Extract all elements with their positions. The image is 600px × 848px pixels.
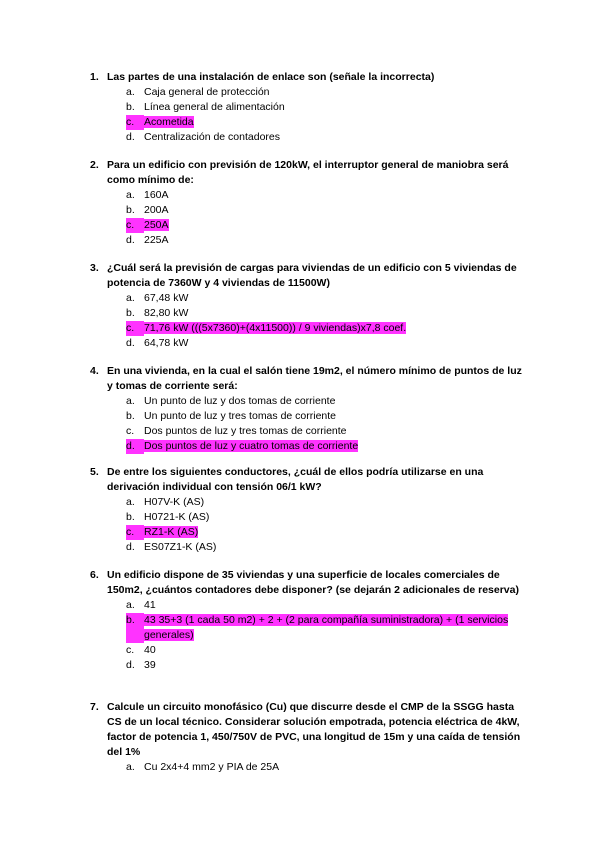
question-text: Un edificio dispone de 35 viviendas y una superficie de locales comerciales de 150m2, ¿cuántos contadores debe disponer? (se dejarán 2 adicionales de reserva)	[107, 569, 519, 596]
option-text: H0721-K (AS)	[144, 511, 210, 523]
question-header	[90, 70, 530, 85]
question-4	[90, 364, 530, 454]
question-header	[90, 700, 530, 760]
question-1	[90, 70, 530, 145]
option-text: Un punto de luz y tres tomas de corriente	[144, 410, 337, 422]
option-text: ES07Z1-K (AS)	[144, 541, 217, 553]
option-text: 39	[144, 659, 156, 671]
options-list	[90, 188, 530, 248]
option-a	[126, 394, 530, 409]
option-c	[126, 643, 530, 658]
option-letter: b.	[126, 511, 135, 523]
option-letter: b.	[126, 204, 135, 216]
option-d	[126, 540, 530, 555]
option-letter: a.	[126, 761, 135, 773]
question-header	[90, 261, 530, 291]
option-text: 225A	[144, 234, 169, 246]
option-b	[126, 306, 530, 321]
question-text: De entre los siguientes conductores, ¿cuál de ellos podría utilizarse en una derivación individual con tensión 06/1 kW?	[107, 466, 484, 493]
question-7	[90, 700, 530, 775]
option-letter: a.	[126, 496, 135, 508]
option-text: 67,48 kW	[144, 292, 189, 304]
option-letter: c.	[126, 525, 144, 540]
option-b-correct	[126, 613, 530, 643]
option-c-correct	[126, 321, 530, 336]
question-text: En una vivienda, en la cual el salón tiene 19m2, el número mínimo de puntos de luz y tomas de corriente será:	[107, 365, 522, 392]
question-2	[90, 158, 530, 248]
option-letter: a.	[126, 292, 135, 304]
option-letter: b.	[126, 613, 144, 643]
options-list	[90, 85, 530, 145]
option-letter: d.	[126, 234, 135, 246]
question-3	[90, 261, 530, 351]
option-text-highlighted: 71,76 kW (((5x7360)+(4x11500)) / 9 viviendas)x7,8 coef.	[144, 322, 407, 334]
option-text: Dos puntos de luz y tres tomas de corriente	[144, 425, 347, 437]
option-text-highlighted: Acometida	[144, 116, 194, 128]
option-letter: c.	[126, 218, 144, 233]
option-text: 41	[144, 599, 156, 611]
option-letter: a.	[126, 86, 135, 98]
option-letter: a.	[126, 189, 135, 201]
option-b	[126, 409, 530, 424]
question-header	[90, 568, 530, 598]
option-text: Cu 2x4+4 mm2 y PIA de 25A	[144, 761, 280, 773]
question-number: 1.	[90, 71, 99, 83]
option-d	[126, 130, 530, 145]
options-list	[90, 495, 530, 555]
option-a	[126, 598, 530, 613]
option-a	[126, 291, 530, 306]
option-text-highlighted: RZ1-K (AS)	[144, 526, 199, 538]
option-b	[126, 100, 530, 115]
option-c-correct	[126, 525, 530, 540]
option-letter: d.	[126, 659, 135, 671]
option-a	[126, 495, 530, 510]
option-text-highlighted: Dos puntos de luz y cuatro tomas de corriente	[144, 440, 359, 452]
option-text: Centralización de contadores	[144, 131, 280, 143]
option-letter: d.	[126, 131, 135, 143]
option-text-highlighted: 43 35+3 (1 cada 50 m2) + 2 + (2 para compañía suministradora) + (1 servicios generales)	[144, 614, 509, 641]
option-text: Caja general de protección	[144, 86, 270, 98]
option-text: H07V-K (AS)	[144, 496, 205, 508]
option-letter: c.	[126, 644, 135, 656]
option-letter: b.	[126, 307, 135, 319]
question-number: 2.	[90, 159, 99, 171]
option-d-correct	[126, 439, 530, 454]
option-letter: a.	[126, 395, 135, 407]
options-list	[90, 394, 530, 454]
option-letter: c.	[126, 425, 135, 437]
option-letter: d.	[126, 541, 135, 553]
question-number: 7.	[90, 701, 99, 713]
option-letter: c.	[126, 115, 144, 130]
option-letter: a.	[126, 599, 135, 611]
question-number: 4.	[90, 365, 99, 377]
question-header	[90, 364, 530, 394]
option-text: 82,80 kW	[144, 307, 189, 319]
question-text: Para un edificio con previsión de 120kW, el interruptor general de maniobra será como mínimo de:	[107, 159, 509, 186]
option-b	[126, 510, 530, 525]
option-text: 64,78 kW	[144, 337, 189, 349]
option-c-correct	[126, 115, 530, 130]
option-c-correct	[126, 218, 530, 233]
options-list	[90, 598, 530, 673]
option-d	[126, 658, 530, 673]
question-text: ¿Cuál será la previsión de cargas para viviendas de un edificio con 5 viviendas de potencia de 7360W y 4 viviendas de 11500W)	[107, 262, 517, 289]
question-text: Las partes de una instalación de enlace son (señale la incorrecta)	[107, 71, 435, 83]
option-a	[126, 760, 530, 775]
question-header	[90, 158, 530, 188]
option-letter: b.	[126, 410, 135, 422]
question-6	[90, 568, 530, 673]
question-text: Calcule un circuito monofásico (Cu) que discurre desde el CMP de la SSGG hasta CS de un local técnico. Considerar solución empotrada, potencia eléctrica de 4kW, factor de potencia 1, 450/750V de PVC, una longitud de 15m y una caída de tensión del 1%	[107, 701, 521, 758]
option-text: 200A	[144, 204, 169, 216]
option-a	[126, 85, 530, 100]
option-letter: c.	[126, 321, 144, 336]
question-header	[90, 465, 530, 495]
option-b	[126, 203, 530, 218]
option-letter: d.	[126, 337, 135, 349]
option-text: 40	[144, 644, 156, 656]
option-a	[126, 188, 530, 203]
options-list	[90, 291, 530, 351]
option-text: Un punto de luz y dos tomas de corriente	[144, 395, 336, 407]
option-d	[126, 336, 530, 351]
question-number: 3.	[90, 262, 99, 274]
option-d	[126, 233, 530, 248]
option-text: 160A	[144, 189, 169, 201]
option-text: Línea general de alimentación	[144, 101, 285, 113]
option-c	[126, 424, 530, 439]
question-number: 6.	[90, 569, 99, 581]
question-number: 5.	[90, 466, 99, 478]
option-text-highlighted: 250A	[144, 219, 169, 231]
question-5	[90, 465, 530, 555]
option-letter: b.	[126, 101, 135, 113]
options-list	[90, 760, 530, 775]
option-letter: d.	[126, 439, 144, 454]
